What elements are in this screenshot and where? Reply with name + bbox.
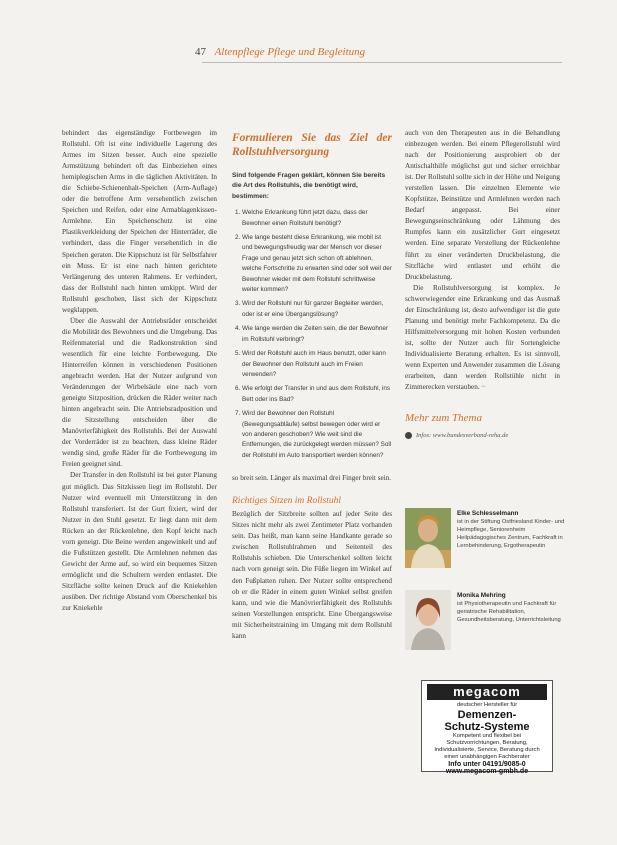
author-photo [405, 590, 451, 650]
author-photo [405, 508, 451, 568]
running-header [195, 46, 365, 58]
column-1 [62, 128, 217, 614]
list-item: 6. Wie erfolgt der Transfer in und aus dem Rollstuhl, ins Bett oder ins Bad? [242, 384, 392, 405]
list-item: 1. Welche Erkrankung führt jetzt dazu, dass der Bewohner einen Rollstuhl benötigt? [242, 208, 392, 229]
paragraph: behindert das eigenständige Fortbewegen im Rollstuhl. Oft ist eine individuelle Lagerung des Armes im Sitzen besser. Auch eine spezielle Armstützung behindert oft das Einbeziehen eines hemiplegischen Arms in die täglichen Aktivitäten. In die Schiebe-Schienenhalt-Speichen (Arm-Auflage) oder die betroffene Arm versehentlich zwischen Speichen und Reifen, oder eine Armablagenkissen-Armlehne. Ein Speichenschutz ist eine Plastikverkleidung der Speichen der Hinterräder, die verhindert, dass die Finger versehentlich in die Speichen geraten. Die Kippschutz ist für Selbstfahrer ein Muss. Er ist eine nach hinten gerichtete Verlängerung des unteren Rahmens. Er verhindert, dass der Rollstuhl nach hinten umkippt. Wird der Rollstuhl geschoben, lässt sich der Kippschutz wegklappen. [62, 129, 217, 314]
paragraph: Der Transfer in den Rollstuhl ist bei guter Planung gut möglich. Das Sitzkissen liegt im Rollstuhl. Der Nutzer wird eventuell mit Unterstützung in den Rollstuhl transferiert. Ist der Gurt fixiert, wird der Nutzer in den Stuhl gesetzt. Er liegt dann mit dem Rücken an der Rückenlehne, den Kopf leicht nach vorn geneigt. Die Beine werden angewinkelt und auf die Fußstützen gestellt. Die Armlehnen nehmen das Gewicht der Arme auf, so wird ein bequemes Sitzen ermöglicht und die Schultern werden entlastet. Die Sitzfläche sollte keinen Druck auf die Kniekehlen ausüben. Der richtige Abstand vom Oberschenkel bis zur Kniekehle [62, 471, 217, 613]
ad-title-2: Schutz-Systeme [444, 721, 530, 733]
link-text[interactable]: Infos: www.bundesverband-reha.de [416, 432, 509, 440]
list-item: 4. Wie lange werden die Zeiten sein, die der Bewohner im Rollstuhl verbringt? [242, 324, 392, 345]
author-1 [405, 508, 565, 568]
ad-website[interactable]: www.megacom-gmbh.de [445, 768, 529, 775]
paragraph: so breit sein. Länger als maximal drei Finger breit sein. [232, 474, 392, 483]
subheading: Richtiges Sitzen im Rollstuhl [232, 496, 341, 507]
arrow-bullet-icon [405, 432, 412, 439]
info-link[interactable] [405, 430, 560, 441]
question-list [232, 208, 392, 461]
list-item: 3. Wird der Rollstuhl nur für ganzer Begleiter werden, oder ist er eine Übergangslösung? [242, 299, 392, 320]
list-item: 2. Wie lange besteht diese Erkrankung, wie mobil ist und bewegungsfreudig war der Mensch vor dieser Frage und genau jetzt sich schon oft ablehnen, welche Fortschritte zu erwarten sind oder soll weil der Bewohner wieder mit dem Rollstuhl schrittweise weiter kommen? [242, 233, 392, 295]
column-2 [232, 128, 392, 642]
author-name: Monika Mehring [457, 592, 506, 599]
author-info [457, 510, 565, 550]
section-title: Altenpflege Pflege und Begleitung [214, 46, 366, 58]
ad-logo: megacom [427, 684, 547, 700]
page-number: 47 [195, 46, 206, 58]
author-info [457, 592, 565, 624]
question-box [232, 171, 392, 461]
author-bio: ist Physiotherapeutin und Fachkraft für geriatrische Rehabilitation, Gesundheitsberatung, Unterrichtsleitung [457, 601, 561, 623]
list-item: 7. Wird der Bewohner den Rollstuhl (Bewegungsabläufe) selbst bewegen oder wird er von anderen geschoben? Wie weit sind die Entfernungen, die zurückgelegt werden müssen? Soll der Rollstuhl im Auto transportiert werden können? [242, 409, 392, 461]
paragraph: Die Rollstuhlversorgung ist komplex. Je schwerwiegender eine Erkrankung und das Ausmaß der Einschränkung ist, desto aufwendiger ist die gute Planung und benötigt mehr Fachkompetenz. Da die Hilfsmittelversorgung mit hohen Kosten verbunden ist, sollte der Nutzer auch für Sortengleiche Individualisierte Beratung erhalten. Es ist sinnvoll, wenn Experten und Anwender zusammen die Lösung erarbeiten, dann werden Rollstühle nicht in Zimmerecken verstauben. ~ [405, 283, 560, 392]
author-name: Elke Schlesselmann [457, 510, 519, 517]
end-mark-icon: ~ [481, 383, 486, 392]
ad-description: Kompetent und flexibel bei Schutzvorrichtungen, Beratung, Individualisierte, Service, Beratung durch einen unabhängigen Fachberater [434, 733, 540, 760]
more-heading: Mehr zum Thema [405, 412, 482, 425]
paragraph: Bezüglich der Sitzbreite sollten auf jeder Seite des Sitzes nicht mehr als zwei Zentimeter Platz vorhanden sein. Das heißt, man kann seine Handkante gerade so zwischen Rollstuhlrahmen und Seitenteil des Rollstuhls schieben. Die Unterschenkel sollten leicht nach vorn geneigt sein. Die Füße liegen im Winkel auf den Fußplatten ruhen. Der Nutzer sollte entsprechend ob er die Räder in einem guten Winkel selbst greifen kann, und wie die Manövrierfähigkeit des Rollstuhls seinen Vorstellungen entspricht. Eine Übergangsweise mit Sicherheitstraining im Umgang mit dem Rollstuhl kann [232, 510, 392, 640]
paragraph: auch von den Therapeuten aus in die Behandlung einbezogen werden. Bei einem Pflegerollstuhl wird nach der Positionierung ausprobiert ob der Antischalthilfe möglichst gut und sicher erreichbar ist. Der Rollstuhl sollte sich in der Höhe und Neigung verstellen lassen. Die einzelnen Elemente wie Kopfstütze, Beinstütze und Armlehnen werden nach Bedarf angepasst. Bei einer Bewegungseinschränkung oder Lähmung des Rumpfes kann ein zusätzlicher Gurt eingesetzt werden. Eine separate Verstellung der Rückenlehne führt zu einer veränderten Druckbelastung, die Sitzfläche wird entlastet und erhöht die Druckbelastung. [405, 129, 560, 281]
ad-tagline: deutscher Hersteller für [456, 702, 518, 708]
header-rule [202, 62, 562, 63]
column-3 [405, 128, 560, 441]
ad-title-1: Demenzen- [457, 709, 517, 721]
paragraph: Über die Auswahl der Antriebsräder entscheidet die Mobilität des Bewohners und die Umgebung. Das Reifenmaterial und die Radkonstruktion sind wesentlich für eine leichte Fortbewegung. Die Hinterreifen können in verschiedenen Positionen angebracht werden. Hat der Nutzer aufgrund von Veränderungen der Wirbelsäule eine nach vorn geneigte Sitzposition, drücken die Räder weiter nach hinten angebracht sein. Die Antriebsradposition und die Sitzstellung entscheiden über die Manövrierfähigkeit des Rollstuhls. Bei der Auswahl der Vorderräder ist zu beachten, dass kleine Räder wendig sind, große Räder für die Fortbewegung im Freien geeignet sind. [62, 316, 217, 469]
author-2 [405, 590, 565, 650]
advertisement[interactable] [421, 680, 553, 775]
author-bio: ist in der Stiftung Ostfriesland Kinder- und Heimpflege, Seniorenheim Heilpädagogisches Zentrum, Fachkraft in Lernbehinderung, Ergotherapeutin [457, 519, 565, 549]
list-item: 5. Wird der Rollstuhl auch im Haus benutzt, oder kann der Bewohner den Rollstuhl auch im Freien verwenden? [242, 349, 392, 380]
box-intro: Sind folgende Fragen geklärt, können Sie bereits die Art des Rollstuhls, die benötigt wird, bestimmen: [232, 172, 386, 200]
box-heading: Formulieren Sie das Ziel der Rollstuhlversorgung [232, 132, 392, 158]
ad-phone: Info unter 04191/9085-0 [448, 761, 526, 768]
